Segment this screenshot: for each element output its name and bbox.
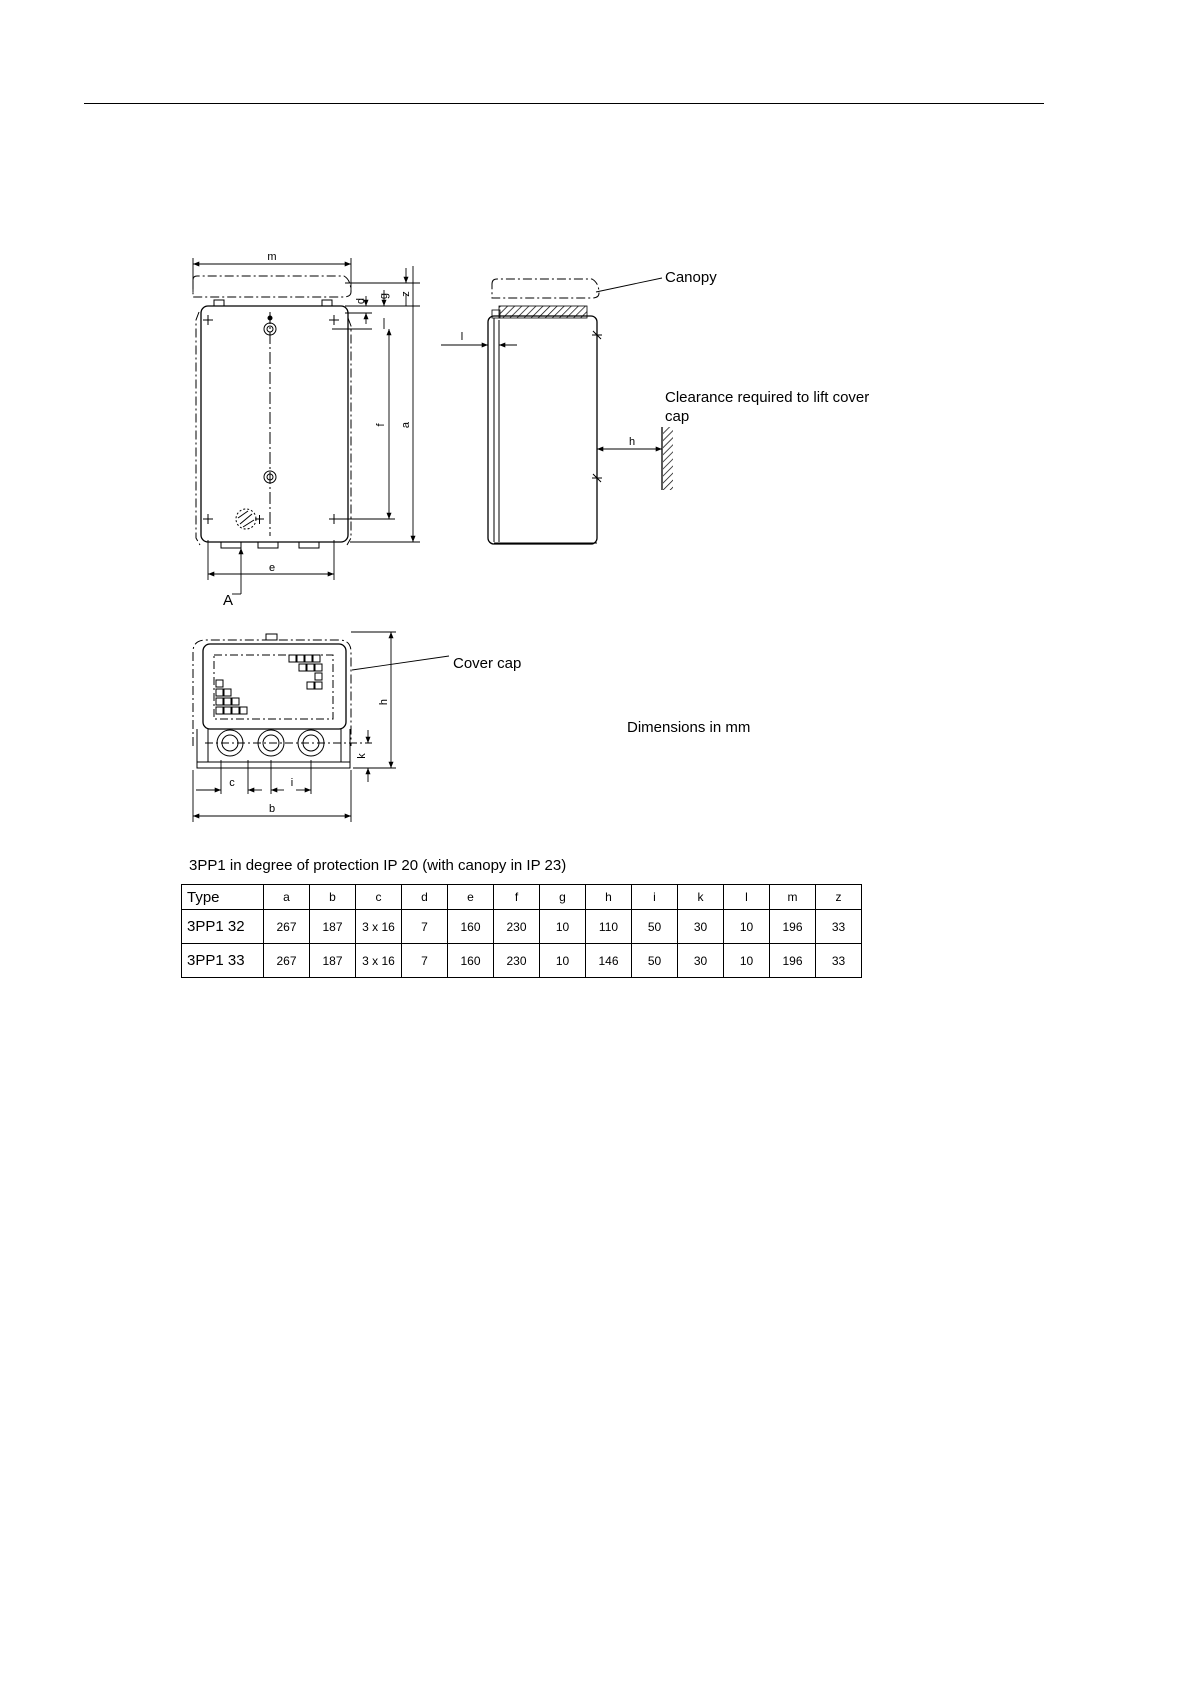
dim-e: e: [268, 562, 276, 574]
value-cell: 10: [540, 910, 586, 944]
view-marker-a: A: [223, 592, 234, 609]
leader-lines: [352, 278, 662, 670]
value-cell: 10: [540, 944, 586, 978]
value-cell: 110: [586, 910, 632, 944]
table-header-cell: g: [540, 885, 586, 910]
table-header-cell: k: [678, 885, 724, 910]
dim-b: b: [268, 803, 276, 815]
value-cell: 230: [494, 944, 540, 978]
table-header-cell: m: [770, 885, 816, 910]
type-cell: 3PP1 32: [182, 910, 264, 944]
value-cell: 230: [494, 910, 540, 944]
table-header-cell: l: [724, 885, 770, 910]
front-view: [193, 276, 351, 548]
value-cell: 267: [264, 910, 310, 944]
value-cell: 160: [448, 910, 494, 944]
value-cell: 160: [448, 944, 494, 978]
dim-z: z: [400, 291, 412, 297]
callout-canopy: Canopy: [665, 269, 717, 286]
dim-g: g: [378, 292, 390, 300]
value-cell: 187: [310, 944, 356, 978]
front-canopy-outline: [193, 276, 351, 297]
type-cell: 3PP1 33: [182, 944, 264, 978]
dim-h-front: h: [378, 698, 390, 706]
value-cell: 7: [402, 910, 448, 944]
table-header-cell: a: [264, 885, 310, 910]
value-cell: 3 x 16: [356, 910, 402, 944]
value-cell: 50: [632, 944, 678, 978]
side-canopy-outline: [492, 279, 599, 298]
value-cell: 30: [678, 910, 724, 944]
value-cell: 33: [816, 910, 862, 944]
dim-l: l: [460, 331, 464, 343]
value-cell: 267: [264, 944, 310, 978]
side-view: [488, 279, 673, 544]
value-cell: 30: [678, 944, 724, 978]
front-enclosure: [201, 306, 348, 542]
table-header-cell: i: [632, 885, 678, 910]
table-header-cell: Type: [182, 885, 264, 910]
value-cell: 50: [632, 910, 678, 944]
table-header-cell: f: [494, 885, 540, 910]
dimensions-note: Dimensions in mm: [627, 719, 751, 736]
table-header-cell: b: [310, 885, 356, 910]
table-header-row: [182, 885, 862, 910]
dim-d: d: [355, 297, 367, 305]
value-cell: 10: [724, 944, 770, 978]
table-row: [182, 944, 862, 978]
table-header-cell: e: [448, 885, 494, 910]
value-cell: 10: [724, 910, 770, 944]
dim-f: f: [375, 423, 387, 427]
value-cell: 196: [770, 910, 816, 944]
dim-k: k: [356, 753, 368, 759]
table-header-cell: h: [586, 885, 632, 910]
callout-cover-cap: Cover cap: [453, 655, 522, 672]
table-row: [182, 910, 862, 944]
value-cell: 146: [586, 944, 632, 978]
dim-i: i: [290, 777, 294, 789]
dim-c: c: [229, 777, 235, 789]
side-enclosure: [488, 316, 597, 544]
dimension-letters: [229, 251, 635, 815]
callout-clearance: Clearance required to lift cover cap: [665, 389, 870, 425]
bottom-dimensions: [193, 632, 396, 822]
table-header-cell: z: [816, 885, 862, 910]
dim-m: m: [267, 251, 277, 263]
dim-h-side: h: [628, 436, 636, 448]
bottom-panel: [203, 644, 346, 729]
table-caption: 3PP1 in degree of protection IP 20 (with canopy in IP 23): [189, 857, 567, 874]
value-cell: 7: [402, 944, 448, 978]
table-header-cell: c: [356, 885, 402, 910]
value-cell: 33: [816, 944, 862, 978]
bottom-view: [193, 634, 372, 768]
value-cell: 187: [310, 910, 356, 944]
dimensions-table: [181, 884, 862, 978]
value-cell: 196: [770, 944, 816, 978]
value-cell: 3 x 16: [356, 944, 402, 978]
dim-a: a: [400, 421, 412, 429]
side-dimensions: [441, 345, 662, 449]
table-header-cell: d: [402, 885, 448, 910]
